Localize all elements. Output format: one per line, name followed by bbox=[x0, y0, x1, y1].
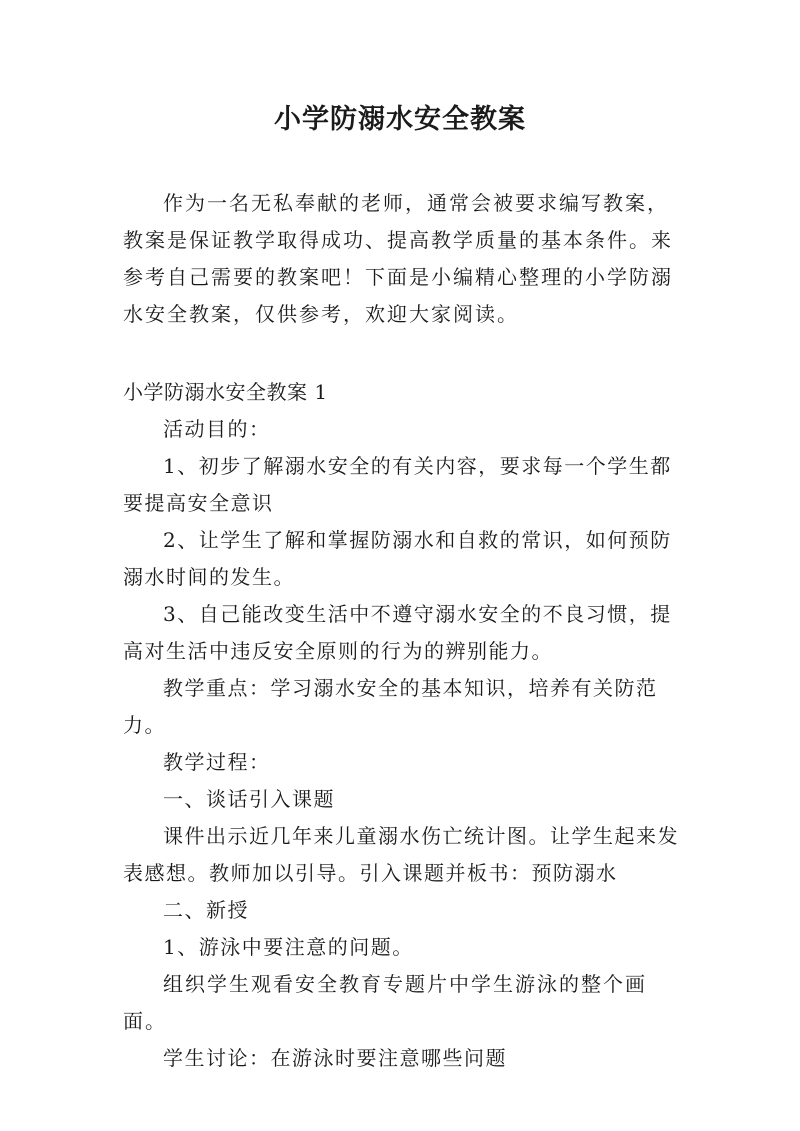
paragraph-key-points: 教学重点：学习溺水安全的基本知识，培养有关防范力。 bbox=[123, 676, 658, 737]
paragraph-objective-3: 3、自己能改变生活中不遵守溺水安全的不良习惯，提高对生活中违反安全原则的行为的辨别能力。 bbox=[123, 602, 672, 663]
paragraph-objectives-label: 活动目的： bbox=[163, 417, 271, 441]
paragraph-step-2-heading: 二、新授 bbox=[163, 898, 249, 922]
paragraph-step-1-heading: 一、谈话引入课题 bbox=[163, 787, 335, 811]
paragraph-process-label: 教学过程： bbox=[163, 750, 271, 774]
paragraph-video-viewing: 组织学生观看安全教育专题片中学生游泳的整个画面。 bbox=[123, 972, 647, 1033]
paragraph-objective-2: 2、让学生了解和掌握防溺水和自救的常识，如何预防溺水时间的发生。 bbox=[123, 528, 672, 589]
paragraph-step-1-content: 课件出示近几年来儿童溺水伤亡统计图。让学生起来发表感想。教师加以引导。引入课题并板书：预防溺水 bbox=[123, 824, 679, 885]
document-title: 小学防溺水安全教案 bbox=[274, 104, 526, 135]
paragraph-discussion: 学生讨论：在游泳时要注意哪些问题 bbox=[163, 1046, 507, 1070]
section-heading: 小学防溺水安全教案 1 bbox=[123, 380, 328, 404]
intro-paragraph: 作为一名无私奉献的老师，通常会被要求编写教案，教案是保证教学取得成功、提高教学质量的基本条件。来参考自己需要的教案吧！下面是小编精心整理的小学防溺水安全教案，仅供参考，欢迎大家阅读。 bbox=[123, 191, 673, 326]
paragraph-objective-1: 1、初步了解溺水安全的有关内容，要求每一个学生都要提高安全意识 bbox=[123, 454, 672, 515]
lesson-plan-body bbox=[123, 374, 683, 1077]
paragraph-swimming-issues: 1、游泳中要注意的问题。 bbox=[163, 935, 414, 959]
